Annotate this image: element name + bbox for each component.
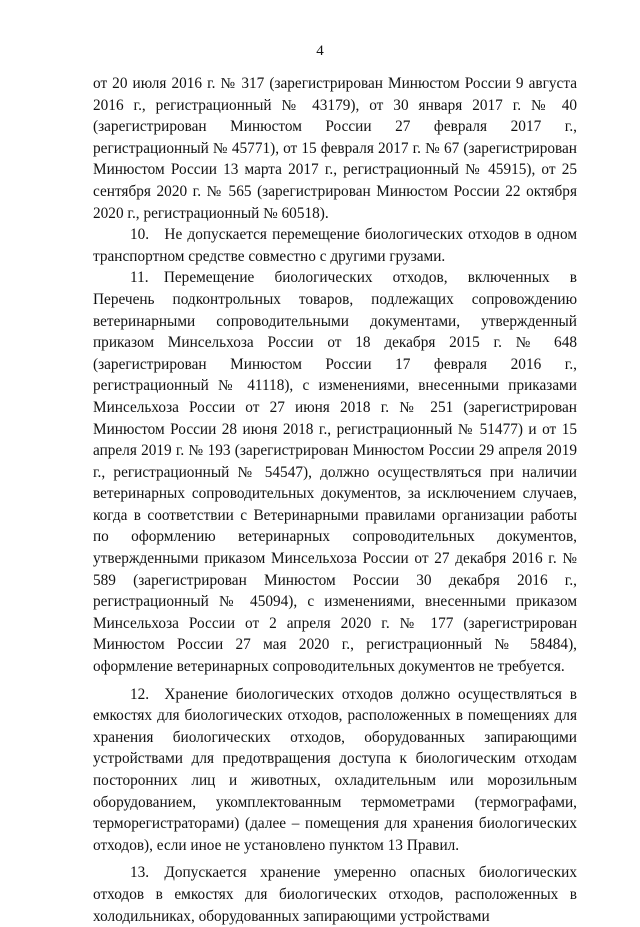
paragraph-11: 11. Перемещение биологических отходов, включенных в Перечень подконтрольных товаров, подлежащих сопровождению ветеринарными сопроводительными документами, утвержденный приказом Минсельхоза России от 18 декабря 2015 г. № 648 (зарегистрирован Минюстом России 17 февраля 2016 г., регистрационный № 41118), с изменениями, внесенными приказами Минсельхоза России от 27 июня 2018 г. № 251 (зарегистрирован Минюстом России 28 июня 2018 г., регистрационный № 51477) и от 15 апреля 2019 г. № 193 (зарегистрирован Минюстом России 29 апреля 2019 г., регистрационный № 54547), должно осуществляться при наличии ветеринарных сопроводительных документов, за исключением случаев, когда в соответствии с Ветеринарными правилами организации работы по оформлению ветеринарных сопроводительных документов, утвержденными приказом Минсельхоза России от 27 декабря 2016 г. № 589 (зарегистрирован Минюстом России 30 декабря 2016 г., регистрационный № 45094), с изменениями, внесенными приказом Минсельхоза России от 2 апреля 2020 г. № 177 (зарегистрирован Минюстом России 27 мая 2020 г., регистрационный № 58484), оформление ветеринарных сопроводительных документов не требуется.: [93, 269, 577, 676]
paragraph-13: 13. Допускается хранение умеренно опасных биологических отходов в емкостях для биологических отходов, расположенных в холодильниках, оборудованных запирающими устройствами: [93, 864, 577, 925]
paragraph-continuation: от 20 июля 2016 г. № 317 (зарегистрирован Минюстом России 9 августа 2016 г., регистрационный № 43179), от 30 января 2017 г. № 40 (зарегистрирован Минюстом России 27 февраля 2017 г., регистрационный № 45771), от 15 февраля 2017 г. № 67 (зарегистрирован Минюстом России 13 марта 2017 г., регистрационный № 45915), от 25 сентября 2020 г. № 565 (зарегистрирован Минюстом России 22 октября 2020 г., регистрационный № 60518).: [93, 75, 577, 222]
document-body: [93, 73, 577, 927]
paragraph-10: 10. Не допускается перемещение биологических отходов в одном транспортном средстве совместно с другими грузами.: [93, 226, 577, 265]
page-number: 4: [316, 43, 324, 59]
paragraph-12: 12. Хранение биологических отходов должно осуществляться в емкостях для биологических отходов, расположенных в помещениях для хранения биологических отходов, оборудованных запирающими устройствами для предотвращения доступа к биологическим отходам посторонних лиц и животных, охладительным или морозильным оборудованием, укомплектованным термометрами (термографами, терморегистраторами) (далее – помещения для хранения биологических отходов), если иное не установлено пунктом 13 Правил.: [93, 685, 577, 854]
